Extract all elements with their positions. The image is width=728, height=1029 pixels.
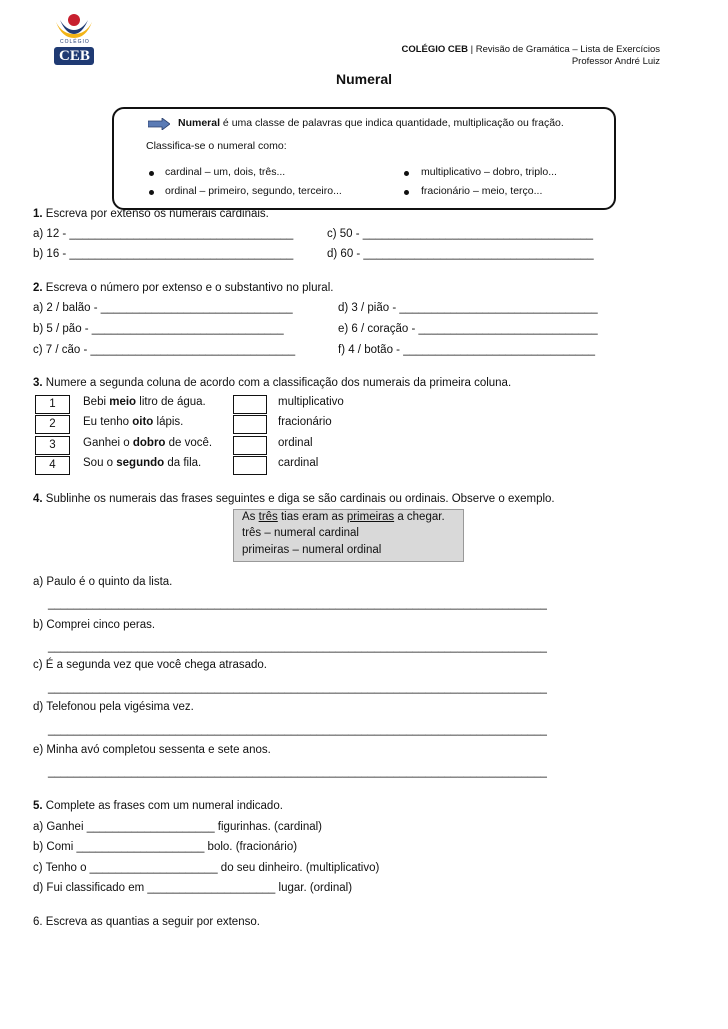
ex4-answer-line-e[interactable]: ______________________________________________________________________________	[48, 766, 547, 778]
ex2-item-f[interactable]: f) 4 / botão - ______________________________	[338, 344, 596, 356]
definition-term: Numeral	[178, 117, 221, 129]
ex1-number: 1.	[33, 208, 43, 220]
ex4-number: 4.	[33, 493, 43, 505]
ex4-instruction: Sublinhe os numerais das frases seguintes e diga se são cardinais ou ordinais. Observe o exemplo.	[42, 493, 555, 505]
school-header	[401, 44, 660, 68]
arrow-right-icon	[148, 118, 170, 130]
ex3-number-cell: 1	[35, 395, 70, 414]
ex2-item-a[interactable]: a) 2 / balão - ______________________________	[33, 302, 293, 314]
ex6-heading: 6. Escreva as quantias a seguir por extenso.	[33, 916, 260, 928]
ex2-heading	[33, 282, 333, 294]
ex3-sentence: Eu tenho oito lápis.	[83, 416, 184, 428]
ex3-answer-box[interactable]	[233, 456, 267, 475]
ex5-item-d[interactable]: d) Fui classificado em ____________________ lugar. (ordinal)	[33, 882, 353, 894]
ex2-instruction: Escreva o número por extenso e o substantivo no plural.	[42, 282, 334, 294]
bullet-multiplicativo: multiplicativo – dobro, triplo...	[421, 166, 557, 178]
ex3-sentence: Bebi meio litro de água.	[83, 396, 206, 408]
logo-small-text: COLÉGIO	[60, 39, 90, 45]
ex3-number-cell: 3	[35, 436, 70, 455]
bullet-cardinal: cardinal – um, dois, três...	[165, 166, 286, 178]
bullet-icon	[149, 171, 154, 176]
example-line-2: três – numeral cardinal	[242, 527, 359, 539]
ex3-classification: multiplicativo	[278, 396, 344, 408]
definition-text	[178, 117, 564, 129]
ex3-classification: ordinal	[278, 437, 313, 449]
teacher-name: Professor André Luiz	[571, 56, 660, 67]
ex1-item-a[interactable]: a) 12 - ___________________________________	[33, 228, 294, 240]
ex2-item-e[interactable]: e) 6 / coração - ____________________________	[338, 323, 598, 335]
school-logo	[52, 12, 96, 66]
example-sentence: As três tias eram as primeiras a chegar.	[242, 511, 445, 523]
ex3-number: 3.	[33, 377, 43, 389]
ex3-classification: cardinal	[278, 457, 319, 469]
ex5-number: 5.	[33, 800, 43, 812]
ex3-sentence: Sou o segundo da fila.	[83, 457, 202, 469]
ex4-answer-line-c[interactable]: ______________________________________________________________________________	[48, 682, 547, 694]
ex1-heading	[33, 208, 269, 220]
ex5-instruction: Complete as frases com um numeral indicado.	[42, 800, 283, 812]
definition-classifies: Classifica-se o numeral como:	[146, 140, 287, 152]
ex1-item-b[interactable]: b) 16 - ___________________________________	[33, 248, 294, 260]
ex4-answer-line-a[interactable]: ______________________________________________________________________________	[48, 598, 547, 610]
ex3-answer-box[interactable]	[233, 395, 267, 414]
ex5-item-a[interactable]: a) Ganhei ____________________ figurinhas. (cardinal)	[33, 821, 322, 833]
ex3-answer-box[interactable]	[233, 415, 267, 434]
example-line-3: primeiras – numeral ordinal	[242, 544, 382, 556]
ex1-item-d[interactable]: d) 60 - ____________________________________	[327, 248, 594, 260]
ex2-item-b[interactable]: b) 5 / pão - ______________________________	[33, 323, 284, 335]
ex3-answer-box[interactable]	[233, 436, 267, 455]
bullet-fracionario: fracionário – meio, terço...	[421, 185, 543, 197]
page-title: Numeral	[335, 71, 393, 87]
bullet-icon	[149, 190, 154, 195]
ex2-number: 2.	[33, 282, 43, 294]
school-name: COLÉGIO CEB	[401, 44, 468, 55]
ex5-item-c[interactable]: c) Tenho o ____________________ do seu dinheiro. (multiplicativo)	[33, 862, 380, 874]
ex4-item-b: b) Comprei cinco peras.	[33, 619, 156, 631]
ex3-number-cell: 4	[35, 456, 70, 475]
ex5-item-b[interactable]: b) Comi ____________________ bolo. (fracionário)	[33, 841, 298, 853]
bullet-ordinal: ordinal – primeiro, segundo, terceiro...	[165, 185, 342, 197]
ex4-item-d: d) Telefonou pela vigésima vez.	[33, 701, 194, 713]
ex2-item-c[interactable]: c) 7 / cão - ________________________________	[33, 344, 296, 356]
school-subtitle: | Revisão de Gramática – Lista de Exercícios	[467, 44, 660, 55]
ex2-item-d[interactable]: d) 3 / pião - _______________________________	[338, 302, 598, 314]
ex5-heading	[33, 800, 283, 812]
ex4-answer-line-d[interactable]: ______________________________________________________________________________	[48, 724, 547, 736]
ex4-item-e: e) Minha avó completou sessenta e sete anos.	[33, 744, 271, 756]
definition-rest: é uma classe de palavras que indica quantidade, multiplicação ou fração.	[220, 117, 564, 129]
ex4-item-c: c) É a segunda vez que você chega atrasado.	[33, 659, 267, 671]
ex3-sentence: Ganhei o dobro de você.	[83, 437, 213, 449]
ex4-item-a: a) Paulo é o quinto da lista.	[33, 576, 173, 588]
ex1-item-c[interactable]: c) 50 - ____________________________________	[327, 228, 594, 240]
ex3-classification: fracionário	[278, 416, 332, 428]
ex3-instruction: Numere a segunda coluna de acordo com a classificação dos numerais da primeira coluna.	[42, 377, 512, 389]
ex1-instruction: Escreva por extenso os numerais cardinais.	[42, 208, 269, 220]
ex3-heading	[33, 377, 511, 389]
ex4-answer-line-b[interactable]: ______________________________________________________________________________	[48, 641, 547, 653]
bullet-icon	[404, 190, 409, 195]
ex4-heading	[33, 493, 555, 505]
ex3-number-cell: 2	[35, 415, 70, 434]
bullet-icon	[404, 171, 409, 176]
logo-text: CEB	[59, 48, 90, 64]
example-box	[233, 509, 464, 562]
